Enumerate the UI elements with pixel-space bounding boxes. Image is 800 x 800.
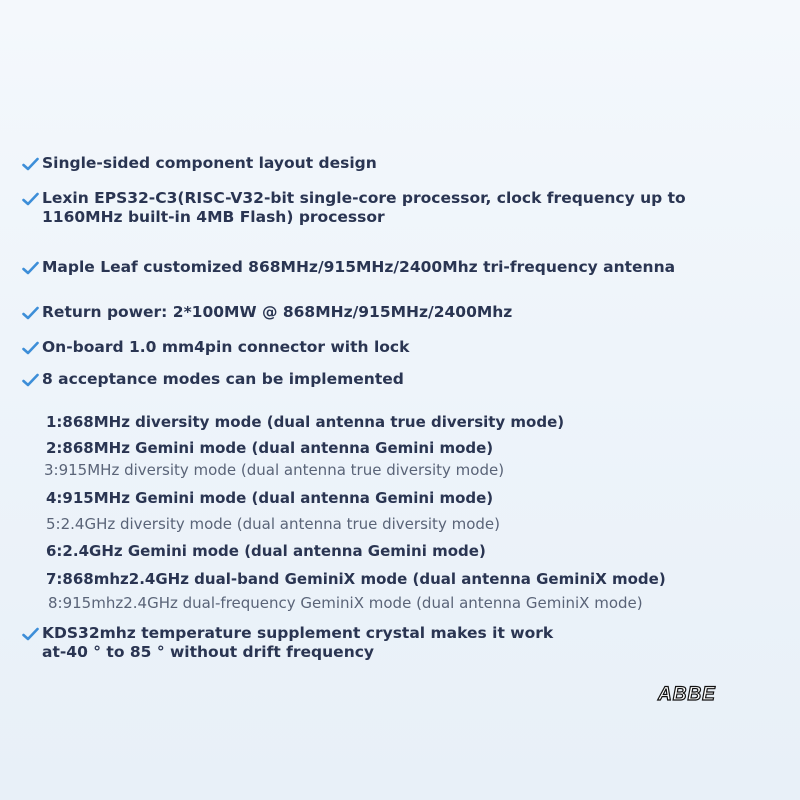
checkmark-icon	[22, 370, 42, 389]
mode-item: 1:868MHz diversity mode (dual antenna true diversity mode)	[46, 413, 565, 431]
mode-item: 7:868mhz2.4GHz dual-band GeminiX mode (dual antenna GeminiX mode)	[46, 570, 666, 588]
mode-item: 5:2.4GHz diversity mode (dual antenna true diversity mode)	[46, 515, 500, 533]
mode-item: 4:915MHz Gemini mode (dual antenna Gemini mode)	[46, 489, 494, 507]
feature-text: Return power: 2*100MW @ 868MHz/915MHz/2400Mhz	[42, 303, 513, 321]
feature-item-antenna	[22, 258, 675, 277]
feature-text: Single-sided component layout design	[42, 154, 377, 172]
checkmark-icon	[22, 189, 42, 208]
checkmark-icon	[22, 338, 42, 357]
mode-item: 6:2.4GHz Gemini mode (dual antenna Gemini mode)	[46, 542, 486, 560]
feature-text: KDS32mhz temperature supplement crystal makes it work at-40 ° to 85 ° without drift frequency	[42, 624, 554, 661]
feature-item-connector	[22, 338, 409, 357]
feature-item-modes	[22, 370, 404, 389]
checkmark-icon	[22, 258, 42, 277]
feature-item-return-power	[22, 303, 512, 322]
checkmark-icon	[22, 624, 42, 643]
mode-item: 8:915mhz2.4GHz dual-frequency GeminiX mode (dual antenna GeminiX mode)	[48, 594, 643, 612]
checkmark-icon	[22, 303, 42, 322]
feature-item-crystal	[22, 624, 553, 662]
feature-text: Lexin EPS32-C3(RISC-V32-bit single-core processor, clock frequency up to 1160MHz built-in 4MB Flash) processor	[42, 189, 686, 226]
feature-text: Maple Leaf customized 868MHz/915MHz/2400Mhz tri-frequency antenna	[42, 258, 676, 276]
mode-item: 2:868MHz Gemini mode (dual antenna Gemini mode)	[46, 439, 494, 457]
brand-logo: ABBE	[658, 684, 716, 705]
feature-item-layout	[22, 154, 377, 173]
feature-text: 8 acceptance modes can be implemented	[42, 370, 404, 388]
mode-item: 3:915MHz diversity mode (dual antenna true diversity mode)	[44, 461, 505, 479]
feature-item-processor	[22, 189, 686, 227]
checkmark-icon	[22, 154, 42, 173]
feature-text: On-board 1.0 mm4pin connector with lock	[42, 338, 410, 356]
